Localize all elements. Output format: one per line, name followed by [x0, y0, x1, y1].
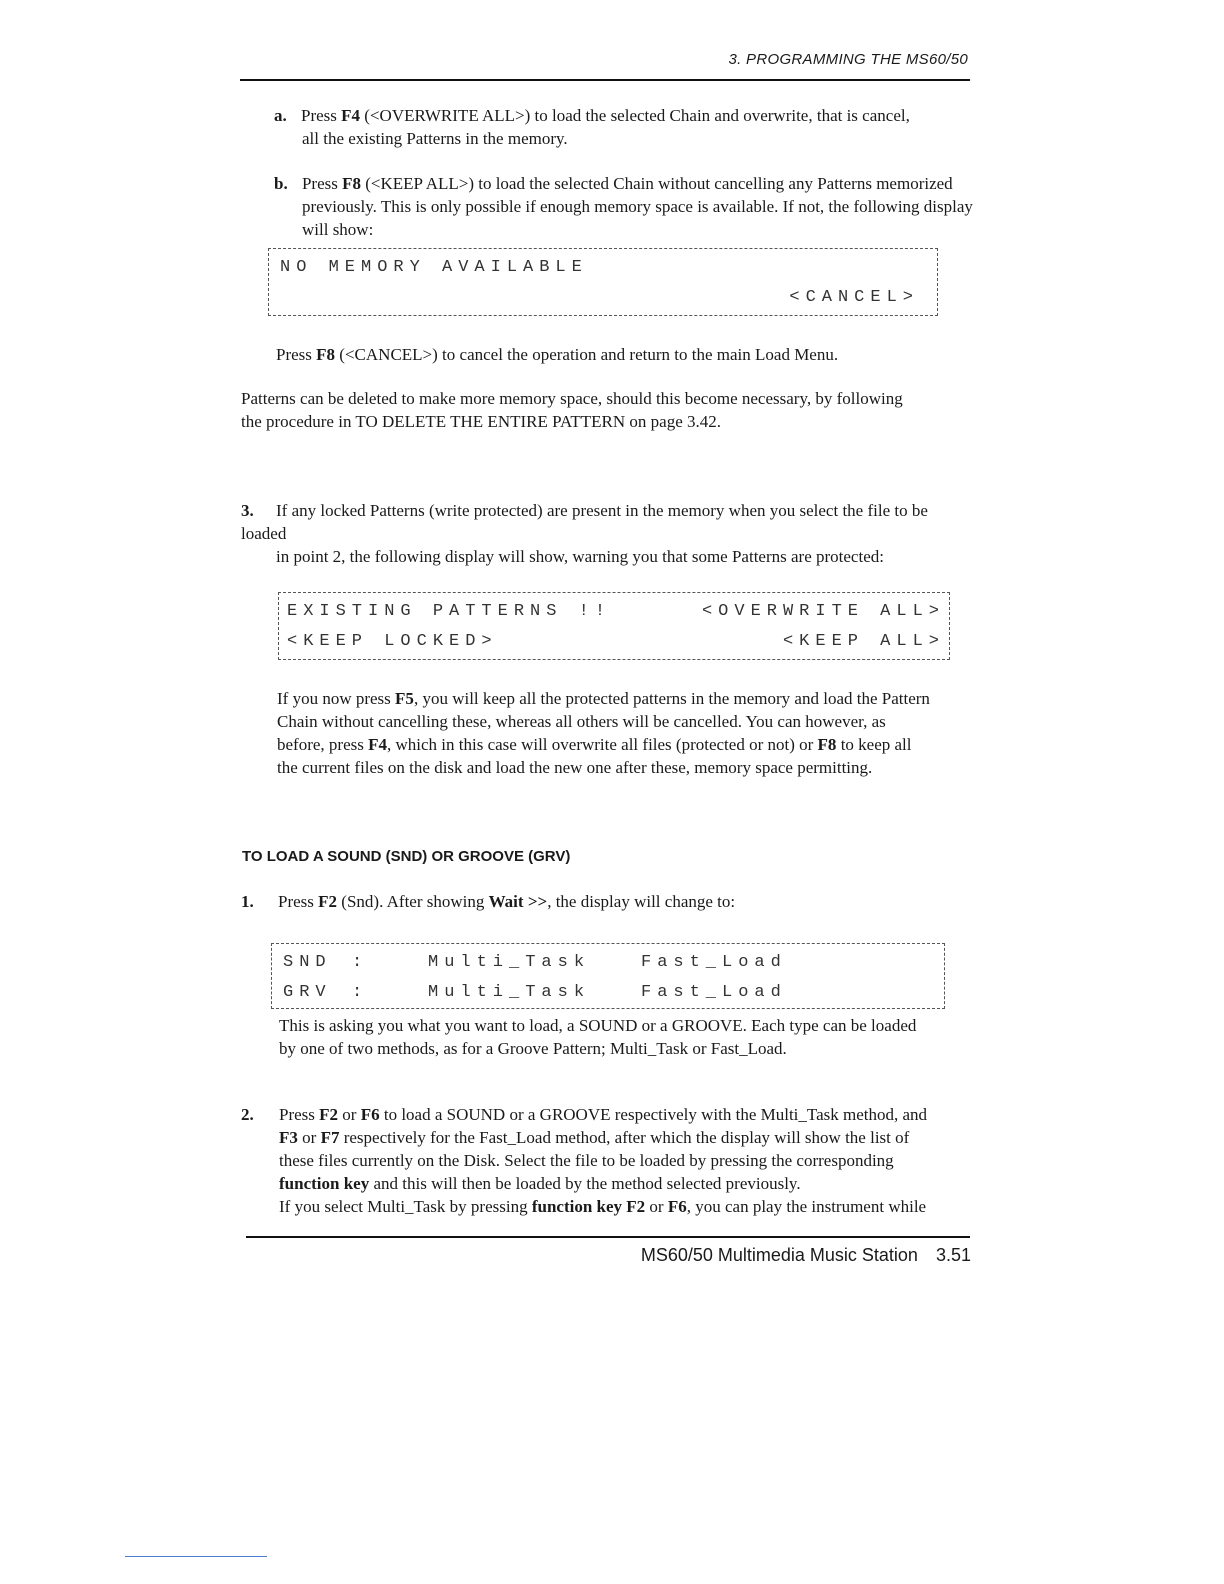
page-number: 3.51 — [935, 1245, 971, 1265]
ask-note: This is asking you what you want to load, a SOUND or a GROOVE. Each type can be loaded by one of two methods, as for a Groove Pattern; Multi_Task or Fast_Load. — [279, 1016, 917, 1058]
step-marker: 1. — [241, 892, 254, 911]
header-rule — [240, 79, 970, 81]
step-3: 3. If any locked Patterns (write protected) are present in the memory when you select the file to be loaded in point 2, the following display will show, warning you that some Patterns are protected: — [241, 501, 928, 566]
lcd-cancel-option: <CANCEL> — [789, 288, 919, 307]
key-f2: F2 — [319, 1105, 339, 1124]
step-1: 1. Press F2 (Snd). After showing Wait >>, the display will change to: — [241, 892, 736, 911]
key-f2: F2 — [318, 892, 338, 911]
lcd-keep-all-option: <KEEP ALL> — [782, 632, 945, 651]
key-f6: F6 — [360, 1105, 380, 1124]
lcd-display-load-type — [271, 943, 945, 1009]
key-f8: F8 — [817, 735, 837, 754]
lcd-snd-label: SND — [283, 953, 332, 972]
list-marker: a. — [274, 106, 287, 125]
lcd-keep-locked-option: <KEEP LOCKED> — [287, 632, 498, 651]
key-f7: F7 — [320, 1128, 340, 1147]
protected-note: If you now press F5, you will keep all the protected patterns in the memory and load the Pattern Chain without cancelling these, whereas all others will be cancelled. You can however, as before, press F4, which in this case will overwrite all files (protected or not) or F8 to keep all the current files on the disk and load the new one after these, memory space permitting. — [277, 689, 930, 777]
key-f6: F6 — [667, 1197, 687, 1216]
footer-title: MS60/50 Multimedia Music Station — [640, 1245, 918, 1265]
lcd-overwrite-all-option: <OVERWRITE ALL> — [701, 602, 945, 621]
lcd-grv-multi-task: Multi_Task — [428, 983, 591, 1002]
wait-label: Wait >> — [488, 892, 548, 911]
lcd-grv-fast-load: Fast_Load — [641, 983, 787, 1002]
cancel-note: Press F8 (<CANCEL>) to cancel the operation and return to the main Load Menu. — [276, 345, 839, 364]
lcd-separator: : — [352, 953, 369, 972]
step-marker: 3. — [241, 501, 254, 520]
step-marker: 2. — [241, 1105, 254, 1124]
page-footer — [641, 1245, 971, 1266]
delete-note: Patterns can be deleted to make more memory space, should this become necessary, by following the procedure in TO DELETE THE ENTIRE PATTERN on page 3.42. — [241, 389, 903, 431]
key-f5: F5 — [395, 689, 414, 708]
stray-underline — [125, 1556, 267, 1557]
lcd-grv-label: GRV — [283, 983, 332, 1002]
function-key-label: function key — [279, 1174, 370, 1193]
lcd-warning: EXISTING PATTERNS !! — [287, 602, 612, 621]
key-f8: F8 — [316, 345, 336, 364]
key-f4: F4 — [368, 735, 387, 754]
lcd-display-no-memory — [268, 248, 938, 316]
key-f3: F3 — [279, 1128, 298, 1147]
footer-rule — [246, 1236, 970, 1238]
lcd-display-existing-patterns — [278, 592, 950, 660]
lcd-snd-multi-task: Multi_Task — [428, 953, 591, 972]
key-f8: F8 — [342, 174, 362, 193]
key-f4: F4 — [341, 106, 361, 125]
section-heading: TO LOAD A SOUND (SND) OR GROOVE (GRV) — [242, 848, 571, 865]
function-key-f2-label: function key F2 — [531, 1197, 646, 1216]
list-item-b: b. Press F8 (<KEEP ALL>) to load the selected Chain without cancelling any Patterns memorized previously. This is only possible if enough memory space is available. If not, the following display will show: — [274, 174, 973, 239]
list-item-a: a. Press F4 (<OVERWRITE ALL>) to load the selected Chain and overwrite, that is cancel, all the existing Patterns in the memory. — [274, 106, 910, 148]
lcd-snd-fast-load: Fast_Load — [641, 953, 787, 972]
list-marker: b. — [274, 174, 288, 193]
lcd-message: NO MEMORY AVAILABLE — [280, 258, 588, 277]
lcd-separator: : — [352, 983, 369, 1002]
running-header: 3. PROGRAMMING THE MS60/50 — [728, 51, 968, 68]
step-2: 2. Press F2 or F6 to load a SOUND or a GROOVE respectively with the Multi_Task method, and F3 or F7 respectively for the Fast_Load method, after which the display will show the list of these files currently on the Disk. Select the file to be loaded by pressing the corresponding function key and this will then be loaded by the method selected previously. If you select Multi_Task by pressing function key F2 or F6, you can play the instrument while — [241, 1105, 928, 1216]
